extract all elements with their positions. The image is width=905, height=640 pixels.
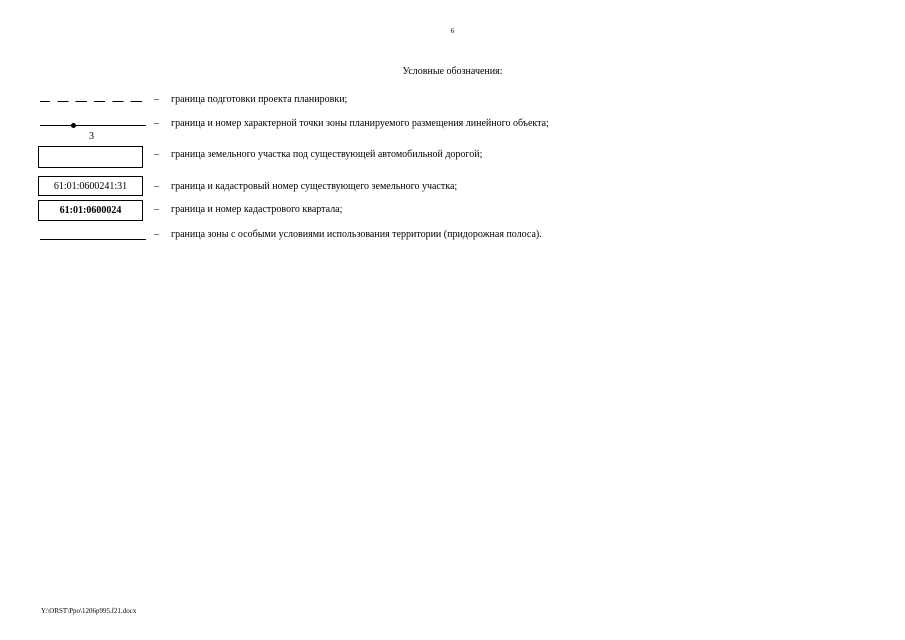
legend-text: граница зоны с особыми условиями использования территории (придорожная полоса). — [171, 229, 542, 240]
legend-text: граница и кадастровый номер существующего земельного участка; — [171, 181, 458, 192]
legend-row-land-parcel — [38, 176, 738, 198]
point-dot — [71, 123, 76, 128]
legend-row-planning-boundary — [38, 91, 738, 113]
point-number: 3 — [89, 131, 94, 142]
legend-text: граница земельного участка под существующей автомобильной дорогой; — [171, 149, 483, 160]
legend-title: Условные обозначения: — [402, 66, 503, 77]
legend-text: граница и номер кадастрового квартала; — [171, 204, 343, 215]
dashed-line-symbol — [38, 91, 146, 113]
thin-line-symbol — [38, 227, 146, 249]
legend-text: граница подготовки проекта планировки; — [171, 94, 348, 105]
quarter-number: 61:01:0600024 — [38, 200, 143, 221]
legend-row-cadastral-quarter — [38, 200, 738, 222]
footer-file-path: Y:\ORST\Ppo\1206p995.f21.docx — [41, 607, 137, 615]
quarter-box-symbol — [38, 200, 146, 222]
legend-row-characteristic-point — [38, 116, 738, 142]
legend-dash: – — [154, 229, 159, 240]
parcel-number: 61:01:0600241:31 — [38, 176, 143, 196]
legend-row-roadside-zone — [38, 227, 738, 249]
legend-dash: – — [154, 149, 159, 160]
legend-dash: – — [154, 118, 159, 129]
legend-dash: – — [154, 204, 159, 215]
legend-dash: – — [154, 94, 159, 105]
parcel-box-symbol — [38, 176, 146, 198]
legend-text: граница и номер характерной точки зоны планируемого размещения линейного объекта; — [171, 118, 549, 129]
legend-row-road-parcel — [38, 146, 738, 168]
empty-box-symbol — [38, 146, 146, 168]
page-number: 6 — [450, 27, 455, 35]
legend-dash: – — [154, 181, 159, 192]
line-with-point-symbol — [38, 116, 146, 144]
